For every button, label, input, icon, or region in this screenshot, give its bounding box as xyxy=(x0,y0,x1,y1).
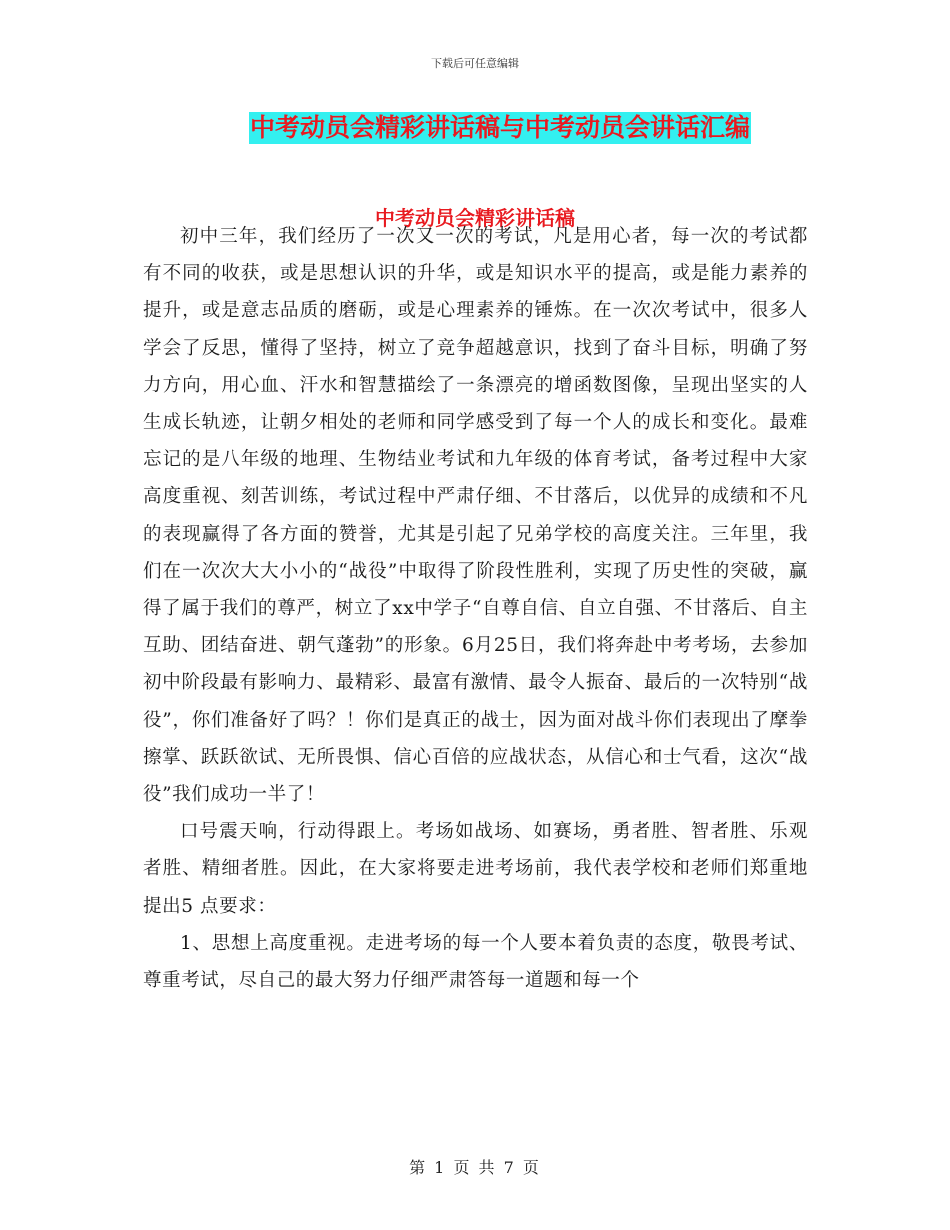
body-text xyxy=(143,218,808,999)
document-title-container xyxy=(0,112,950,144)
section-title: 中考动员会精彩讲话稿 xyxy=(375,206,575,230)
header-note: 下载后可任意编辑 xyxy=(431,57,519,70)
paragraph-1: 初中三年，我们经历了一次又一次的考试，凡是用心者，每一次的考试都有不同的收获，或是思想认识的升华，或是知识水平的提高，或是能力素养的提升，或是意志品质的磨砺，或是心理素养的锤炼。在一次次考试中，很多人学会了反思，懂得了坚持，树立了竞争超越意识，找到了奋斗目标，明确了努力方向，用心血、汗水和智慧描绘了一条漂亮的增函数图像，呈现出坚实的人生成长轨迹，让朝夕相处的老师和同学感受到了每一个人的成长和变化。最难忘记的是八年级的地理、生物结业考试和九年级的体育考试，备考过程中大家高度重视、刻苦训练，考试过程中严肃仔细、不甘落后，以优异的成绩和不凡的表现赢得了各方面的赞誉，尤其是引起了兄弟学校的高度关注。三年里，我们在一次次大大小小的“战役”中取得了阶段性胜利，实现了历史性的突破，赢得了属于我们的尊严，树立了xx中学子“自尊自信、自立自强、不甘落后、自主互助、团结奋进、朝气蓬勃”的形象。6月25日，我们将奔赴中考考场，去参加初中阶段最有影响力、最精彩、最富有激情、最令人振奋、最后的一次特别“战役”，你们准备好了吗？！你们是真正的战士，因为面对战斗你们表现出了摩拳擦掌、跃跃欲试、无所畏惧、信心百倍的应战状态，从信心和士气看，这次“战役”我们成功一半了！ xyxy=(143,226,808,806)
page-footer: 第 1 页 共 7 页 xyxy=(409,1158,541,1177)
paragraph-2: 口号震天响，行动得跟上。考场如战场、如赛场，勇者胜、智者胜、乐观者胜、精细者胜。因此，在大家将要走进考场前，我代表学校和老师们郑重地提出5 点要求： xyxy=(143,821,808,917)
paragraph-3: 1、思想上高度重视。走进考场的每一个人要本着负责的态度，敬畏考试、尊重考试，尽自己的最大努力仔细严肃答每一道题和每一个 xyxy=(143,932,808,992)
document-title: 中考动员会精彩讲话稿与中考动员会讲话汇编 xyxy=(249,113,750,142)
